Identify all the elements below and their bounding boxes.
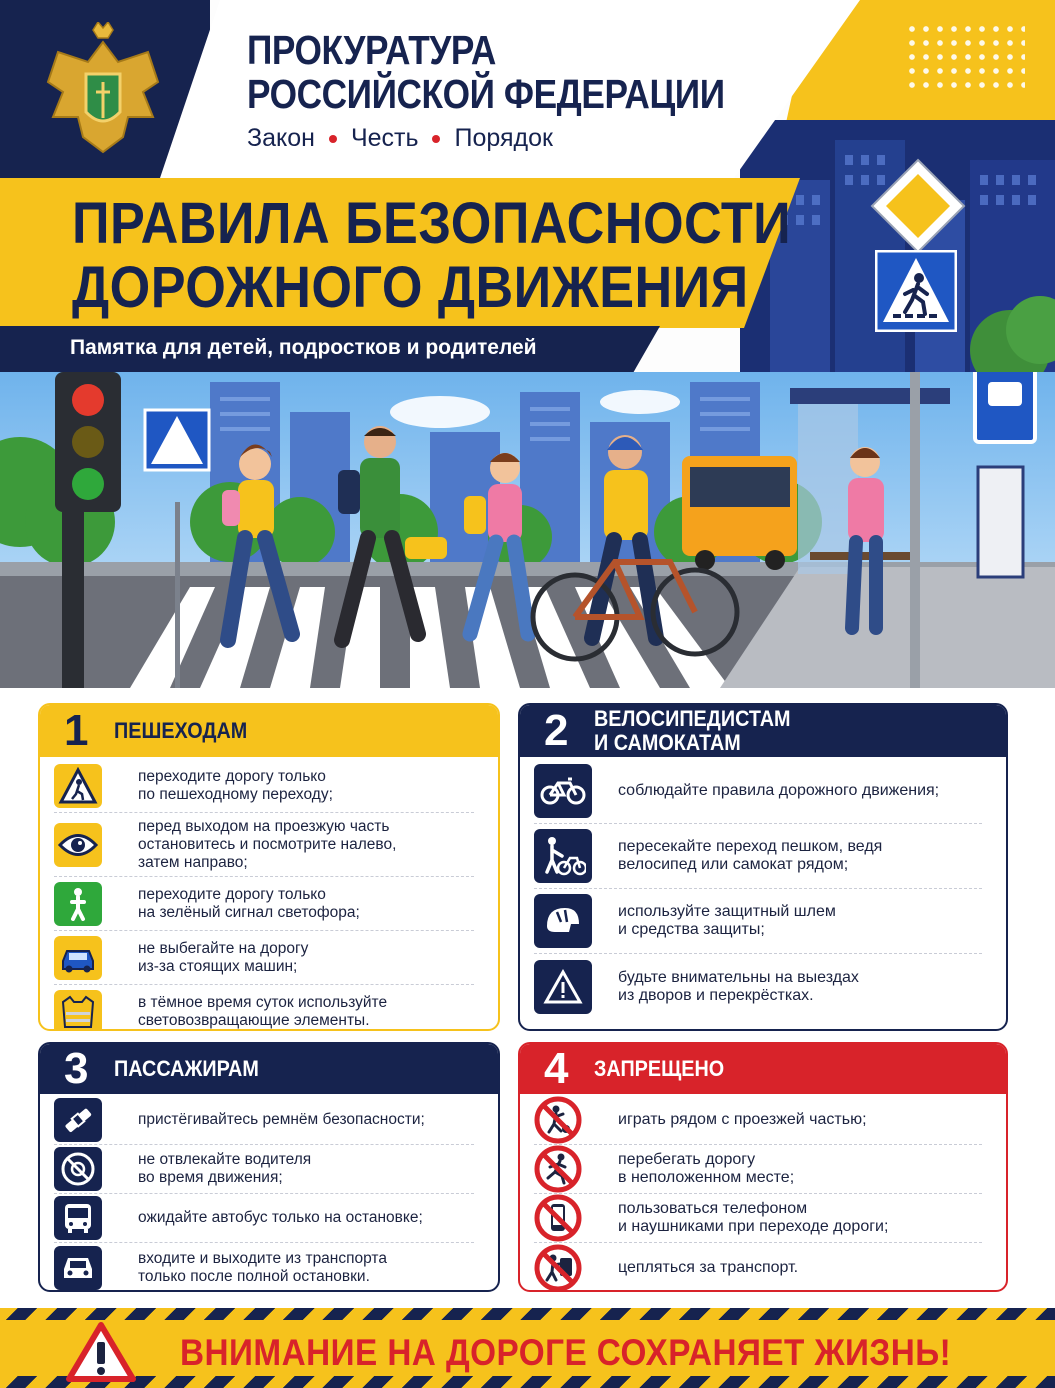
list-item [534, 1096, 982, 1145]
no-distraction-icon [54, 1147, 102, 1191]
rule-text: не выбегайте на дорогу из-за стоящих машин; [138, 939, 309, 975]
list-item [54, 759, 474, 813]
hazard-stripe [0, 1308, 1055, 1320]
section-number: 1 [64, 706, 89, 755]
rule-text: перед выходом на проезжую часть остановитесь и посмотрите налево, затем направо; [138, 817, 397, 871]
rule-text: перебегать дорогу в неположенном месте; [618, 1151, 795, 1186]
rule-text: переходите дорогу только по пешеходному переходу; [138, 767, 333, 803]
green-pedestrian-light-icon [54, 882, 102, 926]
section-title: ЗАПРЕЩЕНО [594, 1056, 725, 1081]
header [0, 0, 1055, 372]
rule-text: входите и выходите из транспорта только после полной остановки. [138, 1249, 387, 1285]
list-item [534, 889, 982, 954]
section-title: ПАССАЖИРАМ [114, 1056, 259, 1081]
list-item [54, 1194, 474, 1243]
list-item [54, 985, 474, 1031]
section-number: 2 [544, 706, 569, 755]
vehicle-front-icon [54, 1246, 102, 1290]
section-number: 3 [64, 1044, 89, 1093]
rule-text: не отвлекайте водителя во время движения; [138, 1151, 312, 1186]
section-number: 4 [544, 1044, 569, 1093]
motto-word-order: Порядок [454, 124, 553, 152]
motto-word-law: Закон [247, 124, 315, 152]
list-item [534, 759, 982, 824]
list-item [54, 931, 474, 985]
section-passengers [38, 1042, 500, 1292]
rule-text: пересекайте переход пешком, ведя велосипед или самокат рядом; [618, 838, 883, 873]
helmet-icon [534, 894, 592, 948]
section-title [594, 707, 791, 755]
seatbelt-icon [54, 1098, 102, 1142]
rule-text: пользоваться телефоном и наушниками при переходе дороги; [618, 1200, 889, 1235]
organization-name-line1: ПРОКУРАТУРА [247, 27, 496, 73]
section-title: ПЕШЕХОДАМ [114, 718, 248, 743]
organization-name [247, 28, 725, 116]
organization-name-line2: РОССИЙСКОЙ ФЕДЕРАЦИИ [247, 71, 725, 117]
street-crossing-illustration [0, 372, 1055, 688]
warning-triangle-icon [66, 1322, 136, 1382]
list-item [54, 877, 474, 931]
no-hitching-icon [534, 1246, 582, 1290]
motto-separator-dot [432, 135, 440, 143]
page-title-line1: ПРАВИЛА БЕЗОПАСНОСТИ [72, 191, 792, 256]
no-playing-icon [534, 1098, 582, 1142]
list-item [54, 813, 474, 877]
reflective-vest-icon [54, 990, 102, 1031]
footer-warning-text: ВНИМАНИЕ НА ДОРОГЕ СОХРАНЯЕТ ЖИЗНЬ! [180, 1332, 952, 1373]
bus-icon [54, 1196, 102, 1240]
bicycle-icon [534, 764, 592, 818]
rule-text: цепляться за транспорт. [618, 1258, 799, 1276]
list-item [54, 1243, 474, 1292]
rule-text: соблюдайте правила дорожного движения; [618, 782, 940, 799]
decorative-dots [905, 22, 1025, 92]
section-header [40, 705, 498, 757]
rule-text: ожидайте автобус только на остановке; [138, 1209, 423, 1226]
eagle-emblem-icon [38, 22, 168, 160]
section-title-line1: ВЕЛОСИПЕДИСТАМ [594, 706, 791, 731]
crosswalk-road-sign-icon [875, 250, 957, 332]
section-header [520, 705, 1006, 757]
eye-icon [54, 823, 102, 867]
rule-text: переходите дорогу только на зелёный сигнал светофора; [138, 885, 360, 921]
warning-triangle-icon [534, 960, 592, 1014]
list-item [534, 1243, 982, 1292]
person-with-bike-icon [534, 829, 592, 883]
page-title [72, 192, 791, 320]
no-phone-icon [534, 1196, 582, 1240]
page-subtitle: Памятка для детей, подростков и родителей [70, 336, 537, 359]
motto-word-honor: Честь [350, 124, 419, 152]
list-item [534, 1194, 982, 1243]
rule-text: пристёгивайтесь ремнём безопасности; [138, 1111, 425, 1128]
rule-text: используйте защитный шлем и средства защиты; [618, 903, 836, 938]
crosswalk-sign-icon [54, 764, 102, 808]
page-title-line2: ДОРОЖНОГО ДВИЖЕНИЯ [72, 255, 749, 320]
motto [247, 124, 553, 153]
section-prohibited [518, 1042, 1008, 1292]
rule-text: будьте внимательны на выездах из дворов и перекрёстках. [618, 968, 859, 1004]
motto-separator-dot [329, 135, 337, 143]
rule-text: играть рядом с проезжей частью; [618, 1111, 867, 1128]
no-running-icon [534, 1147, 582, 1191]
section-header [520, 1044, 1006, 1094]
list-item [534, 954, 982, 1019]
section-pedestrians [38, 703, 500, 1031]
hazard-stripe [0, 1376, 1055, 1388]
main-road-sign-icon [870, 158, 966, 254]
list-item [54, 1145, 474, 1194]
section-header [40, 1044, 498, 1094]
section-title-line2: И САМОКАТАМ [594, 730, 741, 755]
section-cyclists [518, 703, 1008, 1031]
parked-car-icon [54, 936, 102, 980]
list-item [534, 824, 982, 889]
rule-text: в тёмное время суток используйте световозвращающие элементы. [138, 994, 388, 1029]
list-item [534, 1145, 982, 1194]
list-item [54, 1096, 474, 1145]
footer-warning-banner [0, 1308, 1055, 1388]
